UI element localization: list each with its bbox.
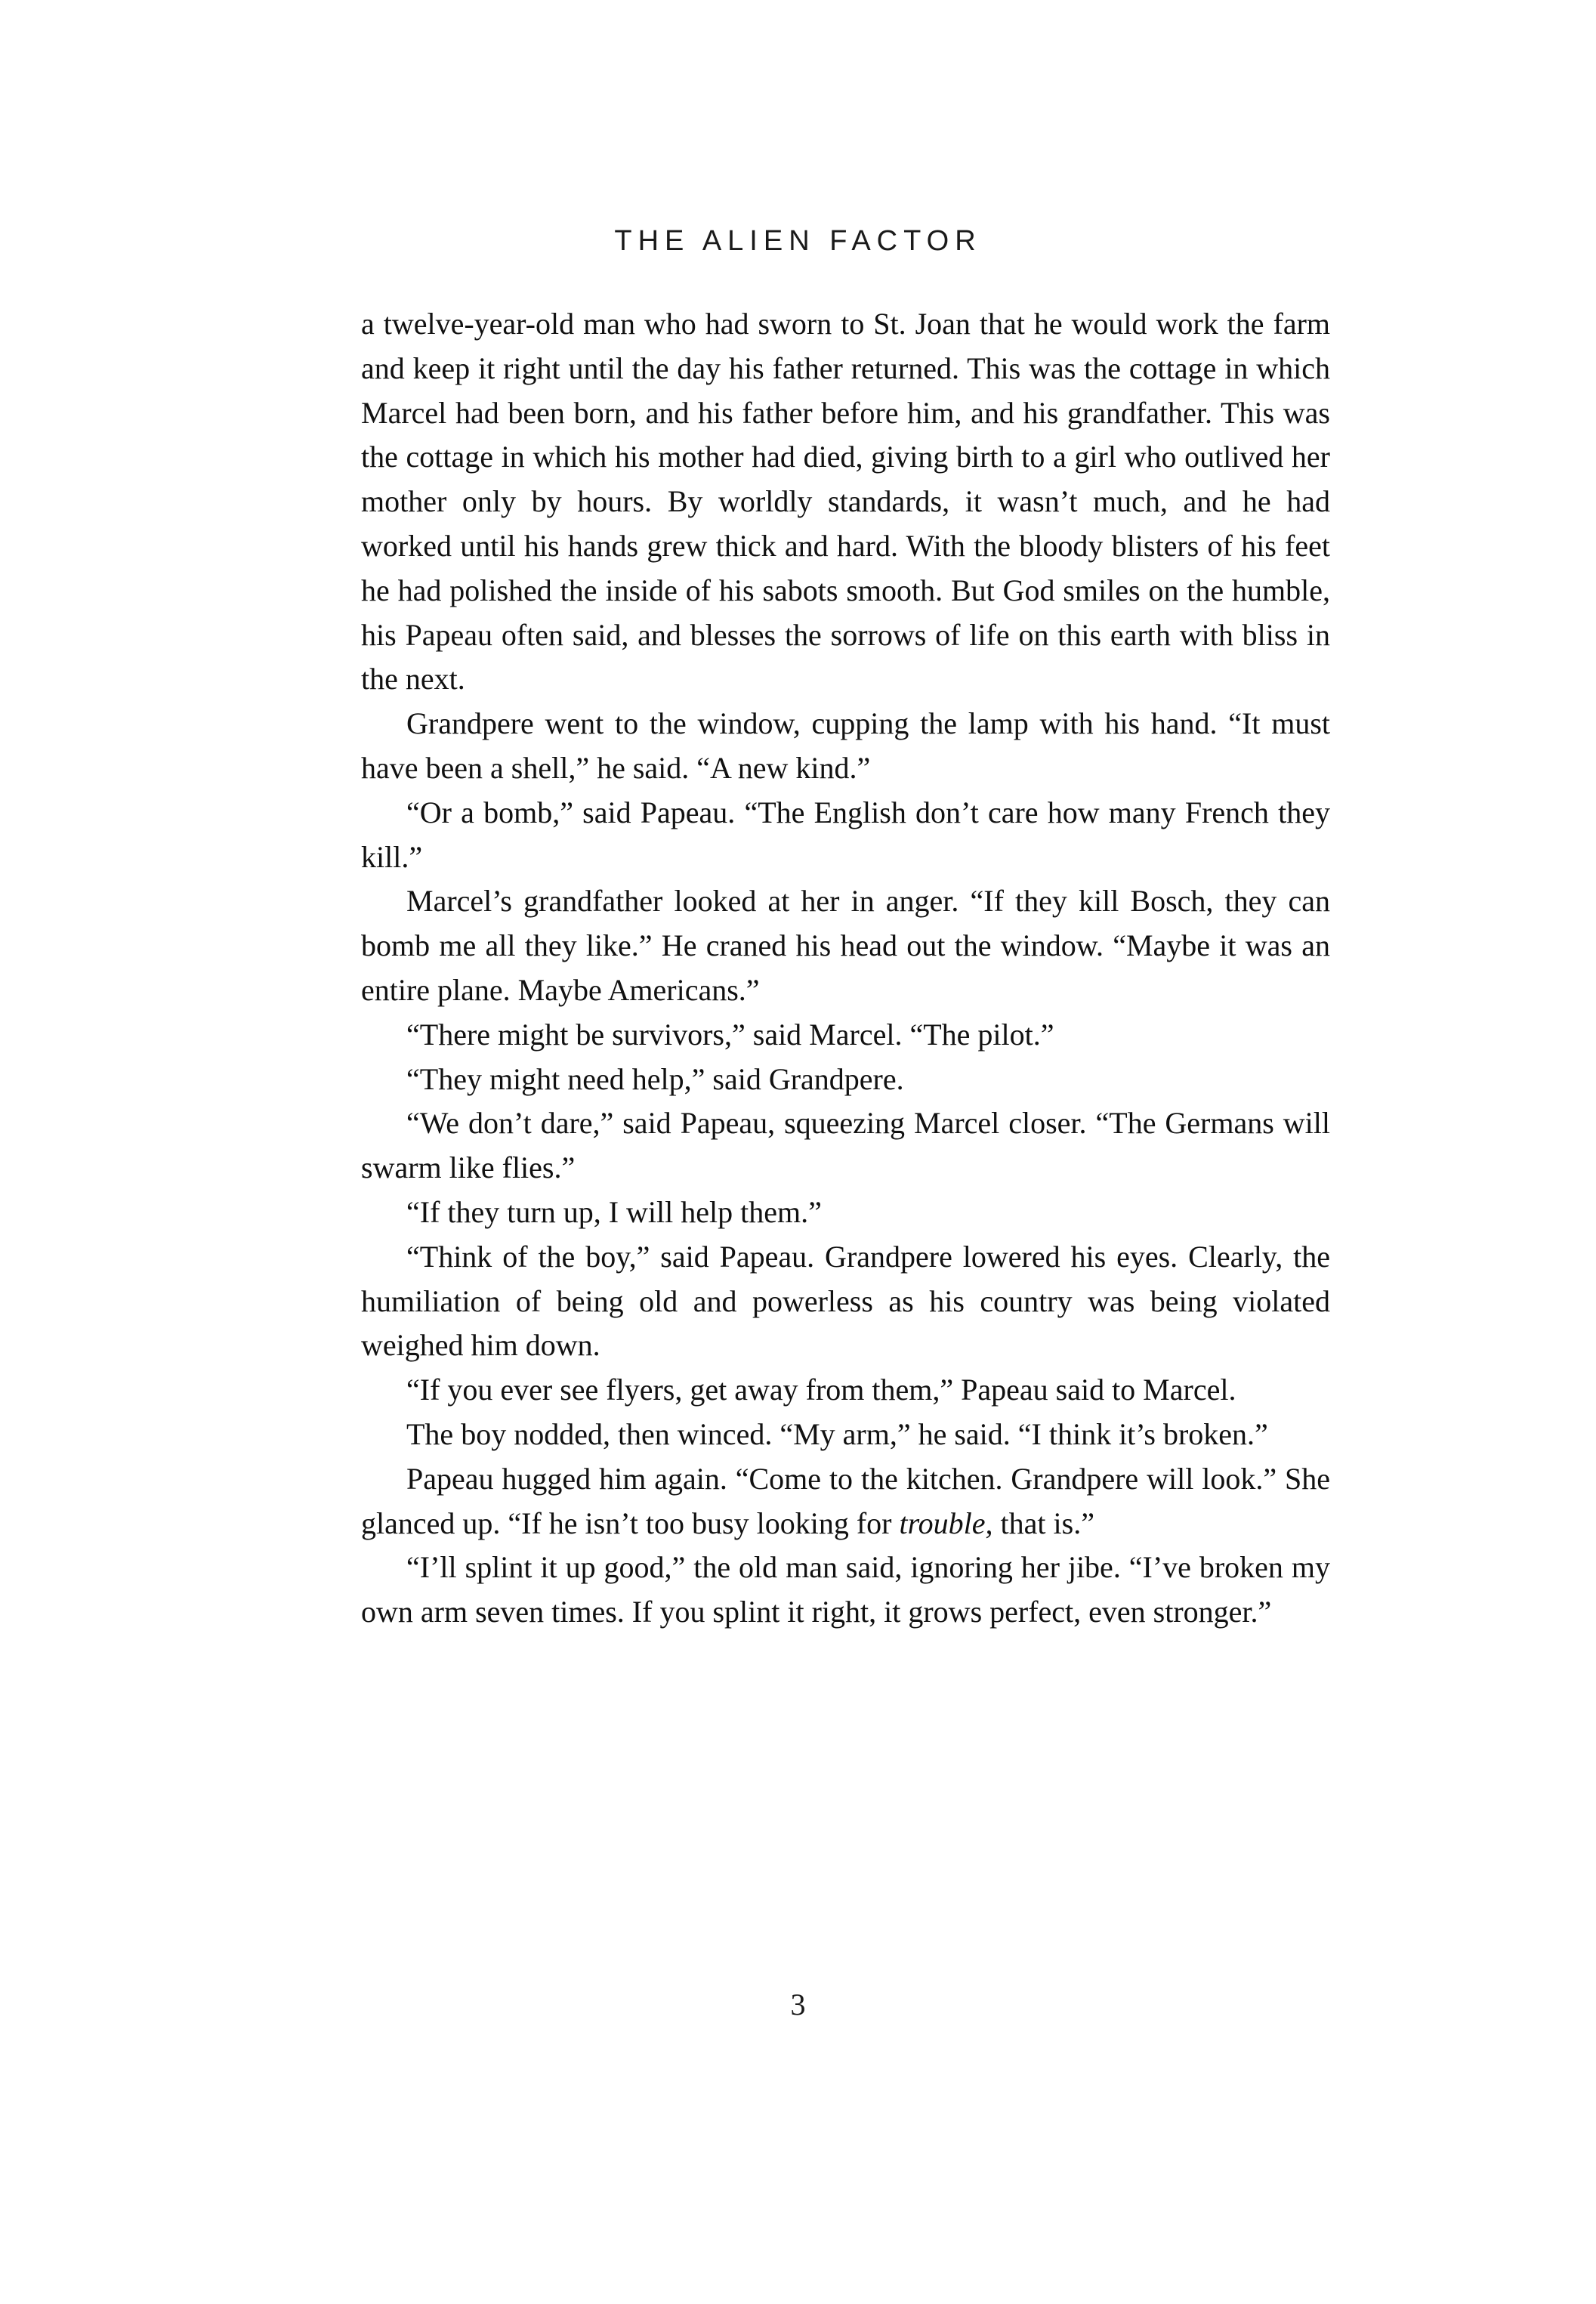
paragraph-8: “If they turn up, I will help them.”: [406, 1194, 822, 1229]
paragraph-12: [361, 1457, 1330, 1546]
paragraph-2: Grandpere went to the window, cupping the lamp with his hand. “It must have been a shell,” he said. “A new kind.”: [361, 706, 1330, 785]
paragraph-5: “There might be survivors,” said Marcel. “The pilot.”: [406, 1017, 1054, 1052]
paragraph-11: The boy nodded, then winced. “My arm,” he said. “I think it’s broken.”: [406, 1416, 1268, 1451]
page-number: 3: [790, 1987, 806, 2021]
body-text: [361, 302, 1330, 1635]
paragraph-12-after: that is.”: [992, 1506, 1094, 1540]
paragraph-3: “Or a bomb,” said Papeau. “The English don’t care how many French they kill.”: [361, 795, 1330, 874]
paragraph-6: “They might need help,” said Grandpere.: [406, 1061, 904, 1096]
paragraph-12-before: Papeau hugged him again. “Come to the kitchen. Grandpere will look.” She glanced up. “If he isn’t too busy looking for: [361, 1461, 1330, 1540]
paragraph-1: a twelve-year-old man who had sworn to St. Joan that he would work the farm and keep it right until the day his father returned. This was the cottage in which Marcel had been born, and his father before him, and his grandfather. This was the cottage in which his mother had died, giving birth to a girl who outlived her mother only by hours. By worldly standards, it wasn’t much, and he had worked until his hands grew thick and hard. With the bloody blisters of his feet he had polished the inside of his sabots smooth. But God smiles on the humble, his Papeau often said, and blesses the sorrows of life on this earth with bliss in the next.: [361, 307, 1330, 696]
paragraph-9: “Think of the boy,” said Papeau. Grandpere lowered his eyes. Clearly, the humiliation of being old and powerless as his country was being violated weighed him down.: [361, 1239, 1330, 1363]
paragraph-7: “We don’t dare,” said Papeau, squeezing Marcel closer. “The Germans will swarm like flies.”: [361, 1106, 1330, 1185]
paragraph-13: “I’ll splint it up good,” the old man said, ignoring her jibe. “I’ve broken my own arm seven times. If you splint it right, it grows perfect, even stronger.”: [361, 1550, 1330, 1629]
running-head: THE ALIEN FACTOR: [614, 225, 982, 257]
emphasis-trouble: trouble,: [899, 1506, 993, 1540]
paragraph-4: Marcel’s grandfather looked at her in anger. “If they kill Bosch, they can bomb me all they like.” He craned his head out the window. “Maybe it was an entire plane. Maybe Americans.”: [361, 884, 1330, 1007]
paragraph-10: “If you ever see flyers, get away from them,” Papeau said to Marcel.: [406, 1373, 1236, 1407]
